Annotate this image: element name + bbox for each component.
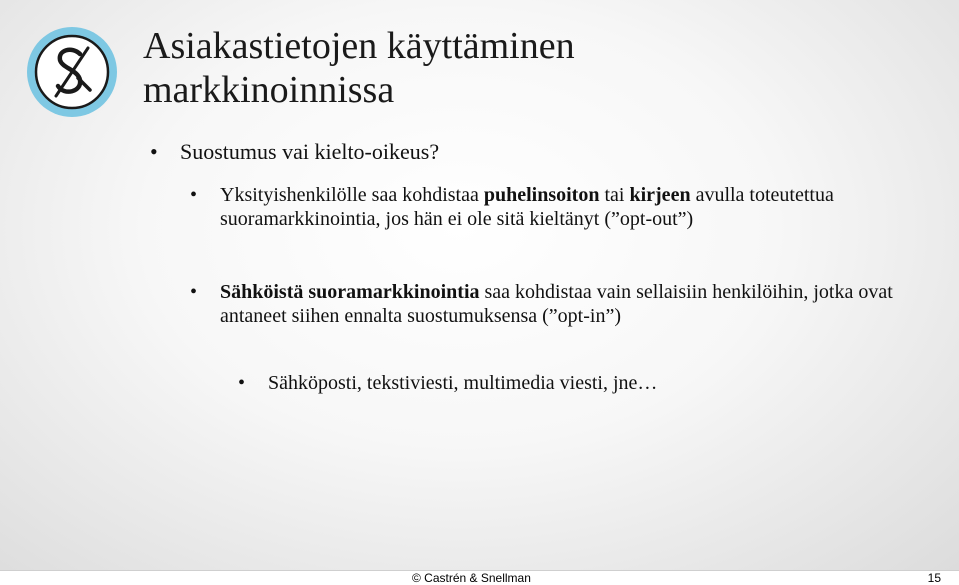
bullet-dot-icon: • — [150, 139, 158, 164]
text-span: saa kohdistaa vain sellaisiin henkilöihin, jotka ovat antaneet siihen ennalta suostumuksensa (”opt-in”) — [220, 281, 893, 327]
bullet-dot-icon: • — [238, 372, 246, 394]
bullet-dot-icon: • — [190, 184, 198, 206]
bullet-text: Suostumus vai kielto-oikeus? — [180, 139, 440, 164]
bullet-text — [220, 183, 910, 231]
text-span: avulla toteutettua suoramarkkinointia, jos hän ei ole sitä kieltänyt (”opt-out”) — [220, 184, 834, 230]
slide-title — [143, 24, 923, 112]
bold-phone-call: puhelinsoiton — [483, 184, 600, 206]
bullet-level3 — [238, 371, 918, 395]
bullet-level2-electronic — [190, 280, 910, 328]
text-span: Yksityishenkilölle saa kohdistaa — [220, 184, 484, 206]
bullet-level1 — [150, 138, 910, 166]
bullet-text — [220, 280, 910, 328]
bold-letter: kirjeen — [629, 184, 691, 206]
text-span: tai — [599, 184, 630, 206]
footer-copyright: © Castrén & Snellman — [412, 571, 531, 585]
bullet-level2-phone-letter — [190, 183, 910, 231]
page-number: 15 — [927, 571, 941, 585]
title-line-2: markkinoinnissa — [143, 69, 395, 111]
bullet-dot-icon: • — [190, 281, 198, 303]
castren-snellman-logo-icon — [26, 26, 118, 118]
bold-electronic-marketing: Sähköistä suoramarkkinointia — [220, 281, 480, 303]
slide-footer — [0, 570, 959, 585]
bullet-text: Sähköposti, tekstiviesti, multimedia viesti, jne… — [268, 372, 658, 394]
title-line-1: Asiakastietojen käyttäminen — [143, 25, 575, 67]
